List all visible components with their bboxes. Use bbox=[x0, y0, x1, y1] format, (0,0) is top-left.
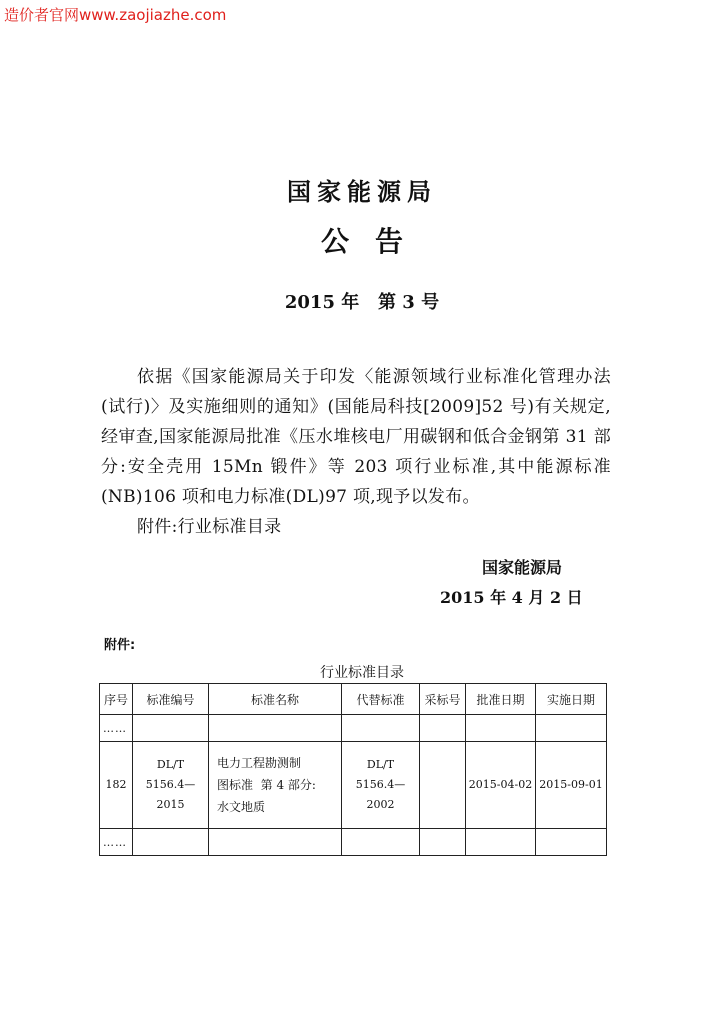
attachment-note: 附件:行业标准目录 bbox=[137, 517, 282, 537]
column-header: 实施日期 bbox=[536, 684, 607, 715]
standards-table bbox=[99, 683, 607, 856]
column-header: 代替标准 bbox=[342, 684, 420, 715]
std-name-line: 水文地质 bbox=[217, 800, 266, 814]
signature-organization: 国家能源局 bbox=[482, 558, 563, 577]
replaces-cell bbox=[342, 742, 420, 829]
effective-date-cell: 2015-09-01 bbox=[536, 742, 607, 829]
table-row bbox=[100, 742, 607, 829]
std-no-line: DL/T bbox=[156, 758, 185, 771]
column-header: 标准编号 bbox=[133, 684, 209, 715]
approved-date-cell: 2015-04-02 bbox=[466, 742, 536, 829]
document-number: 2015 年 第 3 号 bbox=[284, 292, 440, 313]
annex-label: 附件: bbox=[104, 638, 136, 653]
std-name-cell bbox=[209, 742, 342, 829]
organization-title: 国家能源局 bbox=[287, 178, 437, 206]
column-header: 批准日期 bbox=[466, 684, 536, 715]
column-header: 采标号 bbox=[420, 684, 466, 715]
adopted-cell bbox=[420, 742, 466, 829]
table-header-row bbox=[100, 684, 607, 715]
announcement-body bbox=[101, 362, 611, 542]
watermark: 造价者官网www.zaojiazhe.com bbox=[4, 6, 227, 24]
table-row-ellipsis bbox=[100, 829, 607, 856]
std-name-line: 电力工程勘测制 bbox=[217, 756, 302, 770]
ellipsis-cell: …… bbox=[100, 715, 133, 742]
body-paragraph: 依据《国家能源局关于印发〈能源领域行业标准化管理办法(试行)〉及实施细则的通知》(国能局科技[2009]52 号)有关规定,经审查,国家能源局批准《压水堆核电厂用碳钢和低合金钢第 31 部分:安全壳用 15Mn 锻件》等 203 项行业标准,其中能源标准(NB)106 项和电力标准(DL)97 项,现予以发布。 bbox=[101, 367, 611, 507]
column-header: 序号 bbox=[100, 684, 133, 715]
replaces-line: 5156.4—2002 bbox=[355, 778, 406, 811]
std-no-cell bbox=[133, 742, 209, 829]
std-no-line: 5156.4—2015 bbox=[145, 778, 196, 811]
seq-cell: 182 bbox=[100, 742, 133, 829]
table-row-ellipsis bbox=[100, 715, 607, 742]
signature-date: 2015 年 4 月 2 日 bbox=[440, 588, 583, 607]
table-title: 行业标准目录 bbox=[320, 665, 404, 681]
column-header: 标准名称 bbox=[209, 684, 342, 715]
std-name-line: 图标准 第 4 部分: bbox=[217, 778, 316, 792]
document-title: 公告 bbox=[320, 225, 429, 258]
replaces-line: DL/T bbox=[366, 758, 395, 771]
ellipsis-cell: …… bbox=[100, 829, 133, 856]
